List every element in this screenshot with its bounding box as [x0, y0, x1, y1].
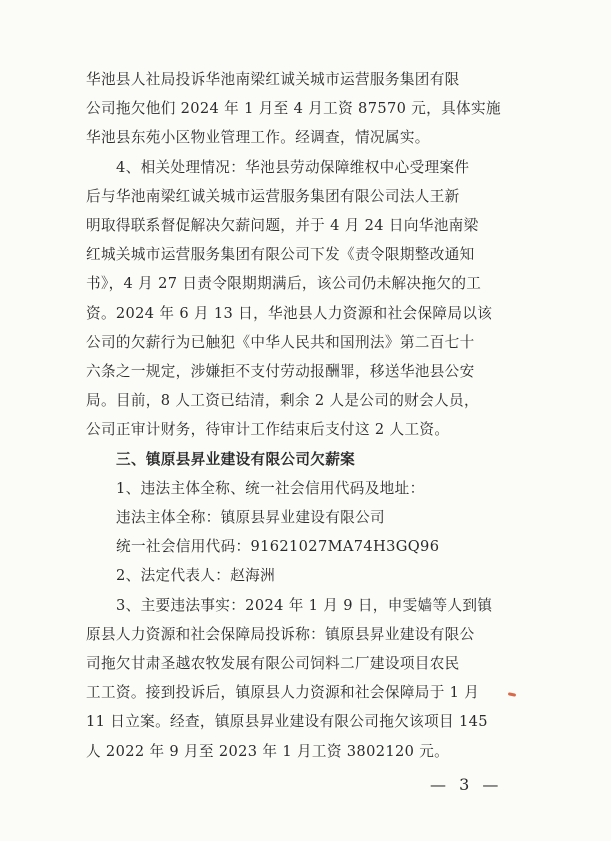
text-line: 明取得联系督促解决欠薪问题，并于 4 月 24 日向华池南梁 [86, 217, 479, 234]
text-line: 公司拖欠他们 2024 年 1 月至 4 月工资 87570 元，具体实施 [86, 100, 501, 118]
text-line: 人 2022 年 9 月至 2023 年 1 月工资 3802120 元。 [86, 742, 450, 760]
text-line: 11 日立案。经查，镇原县昇业建设有限公司拖欠该项目 145 [86, 713, 488, 731]
text-line: 红城关城市运营服务集团有限公司下发《责令限期整改通知 [86, 246, 475, 264]
section-heading: 三、镇原县昇业建设有限公司欠薪案 [116, 450, 356, 468]
text-line: 六条之一规定，涉嫌拒不支付劳动报酬罪，移送华池县公安 [86, 363, 475, 380]
text-line: 华池县人社局投诉华池南梁红诚关城市运营服务集团有限 [86, 71, 460, 88]
text-line: 工工资。接到投诉后，镇原县人力资源和社会保障局于 1 月 [86, 684, 480, 702]
text-line: 统一社会信用代码：91621027MA74H3GQ96 [116, 538, 440, 556]
text-line: 公司正审计财务，待审计工作结束后支付这 2 人工资。 [86, 421, 450, 439]
text-line: 后与华池南梁红诚关城市运营服务集团有限公司法人王新 [86, 187, 460, 205]
page-number: — 3 — [430, 774, 503, 794]
text-line: 司拖欠甘肃圣越农牧发展有限公司饲料二厂建设项目农民 [86, 655, 460, 672]
text-line: 原县人力资源和社会保障局投诉称：镇原县昇业建设有限公 [86, 625, 475, 643]
text-line: 1、违法主体全称、统一社会信用代码及地址： [116, 479, 425, 497]
text-line: 局。目前，8 人工资已结清，剩余 2 人是公司的财会人员， [86, 392, 479, 410]
text-line: 书》，4 月 27 日责令限期期满后，该公司仍未解决拖欠的工 [86, 275, 482, 293]
text-line: 3、主要违法事实：2024 年 1 月 9 日，申雯嫱等人到镇 [116, 596, 493, 614]
text-line: 违法主体全称：镇原县昇业建设有限公司 [116, 509, 385, 526]
text-line: 公司的欠薪行为已触犯《中华人民共和国刑法》第二百七十 [86, 333, 475, 351]
text-line: 资。2024 年 6 月 13 日，华池县人力资源和社会保障局以该 [86, 304, 493, 322]
text-line: 2、法定代表人：赵海洲 [116, 567, 276, 585]
text-line: 华池县东苑小区物业管理工作。经调查，情况属实。 [86, 129, 430, 147]
text-line: 4、相关处理情况：华池县劳动保障维权中心受理案件 [116, 158, 470, 176]
